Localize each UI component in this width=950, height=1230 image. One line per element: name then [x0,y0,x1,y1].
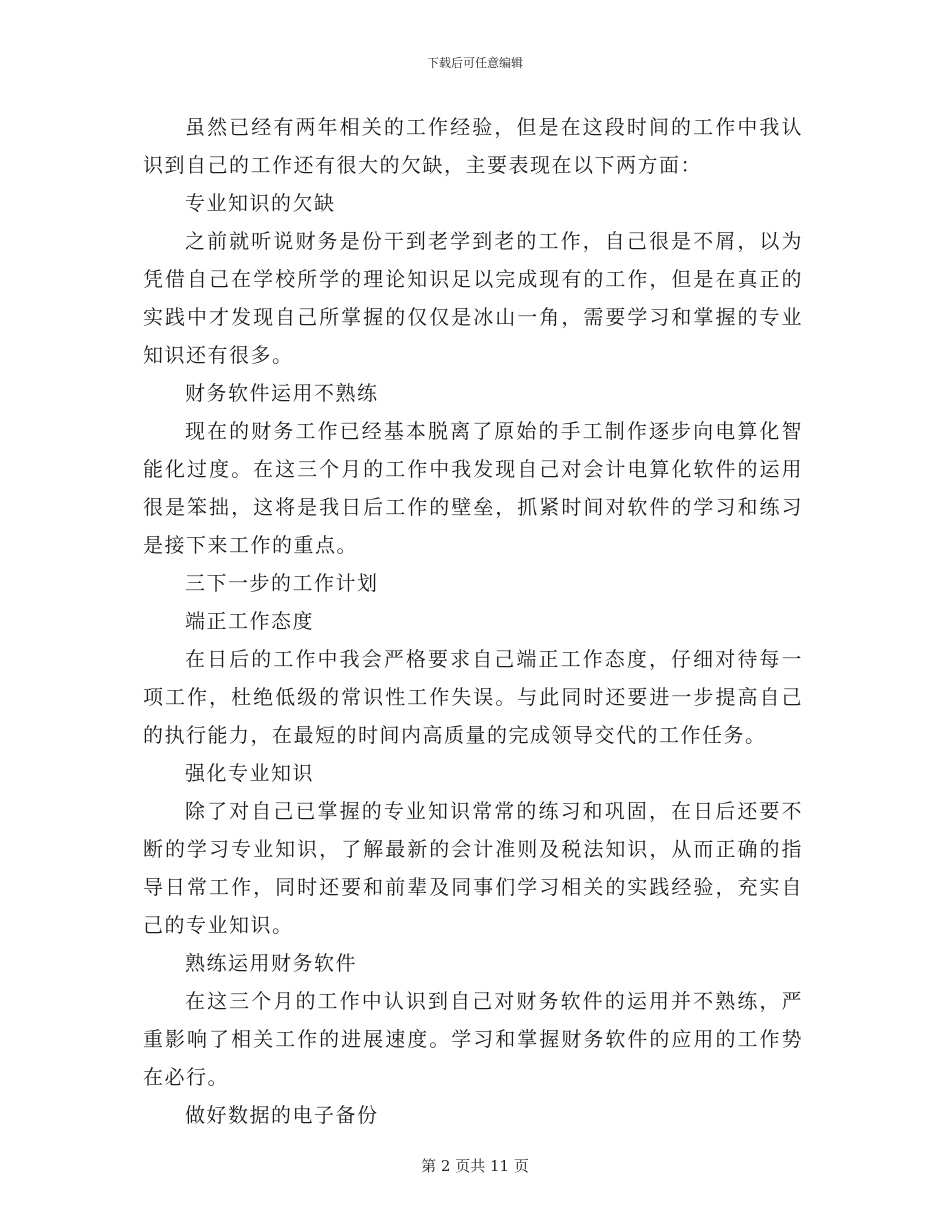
document-body [143,108,803,1134]
heading-data-backup: 做好数据的电子备份 [185,1103,379,1127]
paragraph-software-skill: 在这三个月的工作中认识到自己对财务软件的运用并不熟练，严重影响了相关工作的进展速度。学习和掌握财务软件的应用的工作势在必行。 [143,989,803,1089]
heading-knowledge-gap: 专业知识的欠缺 [185,191,336,215]
paragraph-strengthen-knowledge: 除了对自己已掌握的专业知识常常的练习和巩固，在日后还要不断的学习专业知识，了解最新的会计准则及税法知识，从而正确的指导日常工作，同时还要和前辈及同事们学习相关的实践经验，充实自己的专业知识。 [143,799,803,937]
page-number: 第 2 页共 11 页 [421,1157,529,1175]
paragraph-software-unskilled: 现在的财务工作已经基本脱离了原始的手工制作逐步向电算化智能化过度。在这三个月的工作中我发现自己对会计电算化软件的运用很是笨拙，这将是我日后工作的壁垒，抓紧时间对软件的学习和练习是接下来工作的重点。 [143,419,803,557]
heading-attitude: 端正工作态度 [185,609,314,633]
paragraph-knowledge-gap: 之前就听说财务是份干到老学到老的工作，自己很是不屑，以为凭借自己在学校所学的理论知识足以完成现有的工作，但是在真正的实践中才发现自己所掌握的仅仅是冰山一角，需要学习和掌握的专业知识还有很多。 [143,229,803,367]
paragraph-intro: 虽然已经有两年相关的工作经验，但是在这段时间的工作中我认识到自己的工作还有很大的欠缺，主要表现在以下两方面： [143,115,803,177]
heading-strengthen-knowledge: 强化专业知识 [185,761,314,785]
heading-next-plan: 三下一步的工作计划 [185,571,379,595]
page-header: 下载后可任意编辑 [426,56,523,70]
heading-software-unskilled: 财务软件运用不熟练 [185,381,379,405]
heading-software-skill: 熟练运用财务软件 [185,951,357,975]
paragraph-attitude: 在日后的工作中我会严格要求自己端正工作态度，仔细对待每一项工作，杜绝低级的常识性工作失误。与此同时还要进一步提高自己的执行能力，在最短的时间内高质量的完成领导交代的工作任务。 [143,647,803,747]
